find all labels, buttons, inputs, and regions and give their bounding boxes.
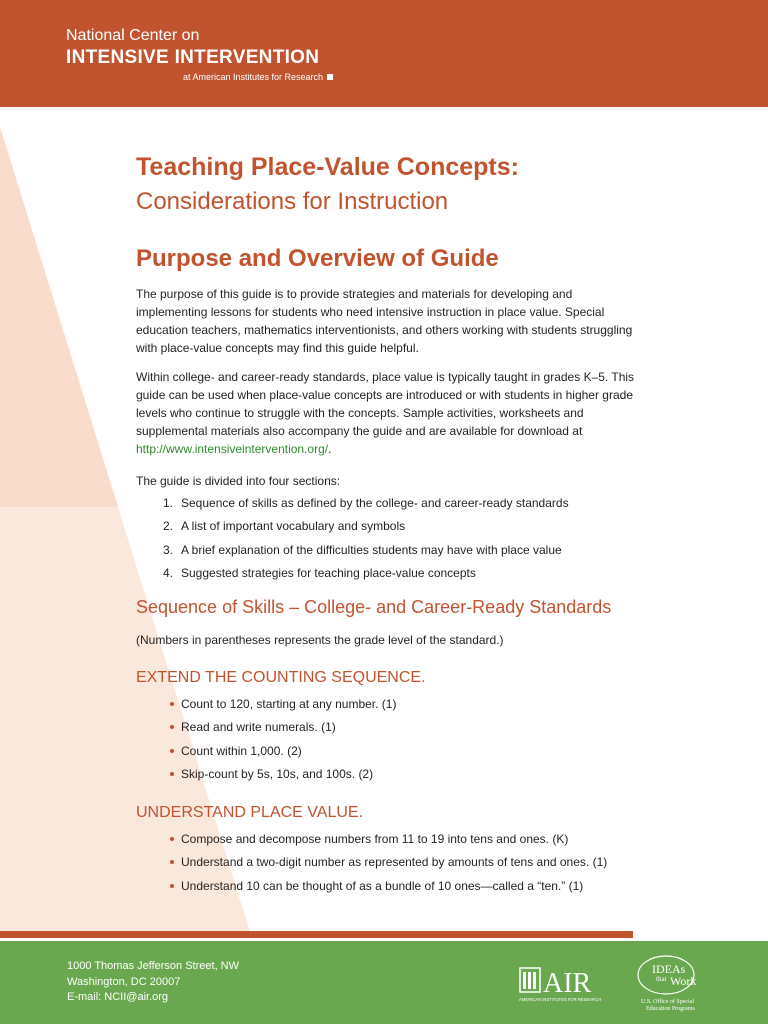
- svg-text:AIR: AIR: [543, 968, 592, 999]
- footer: [0, 941, 768, 1024]
- website-link[interactable]: http://www.intensiveintervention.org/: [136, 442, 329, 456]
- svg-text:Work: Work: [670, 974, 697, 988]
- list-item: 4. Suggested strategies for teaching place-value concepts: [163, 566, 476, 581]
- counting-list: [169, 695, 639, 789]
- list-item: Compose and decompose numbers from 11 to 19 into tens and ones. (K): [169, 830, 639, 853]
- email-address: E-mail: NCII@air.org: [67, 991, 169, 1003]
- list-item: 2. A list of important vocabulary and symbols: [163, 519, 406, 534]
- purpose-paragraph-2: Within college- and career-ready standards, place value is typically taught in grades K–5. This guide can be used when place-value concepts are introduced or with students in higher grade levels who continue to struggle with the concepts. Sample activities, worksheets and supplemental materials also accompany the guide and are available for download at http://www.intensiveintervention.org/.: [136, 370, 635, 456]
- address-line-2: Washington, DC 20007: [67, 975, 181, 988]
- sequence-note: (Numbers in parentheses represents the grade level of the standard.): [136, 633, 504, 647]
- list-item: Understand a two-digit number as represented by amounts of tens and ones. (1): [169, 853, 639, 876]
- section-heading-sequence: Sequence of Skills – College- and Career-Ready Standards: [136, 597, 612, 617]
- section-heading-purpose: Purpose and Overview of Guide: [136, 245, 499, 272]
- list-item: Count to 120, starting at any number. (1): [169, 695, 639, 718]
- svg-text:IDEAs: IDEAs: [652, 962, 686, 976]
- list-item: Understand 10 can be thought of as a bundle of 10 ones—called a “ten.” (1): [169, 877, 639, 900]
- list-item: Read and write numerals. (1): [169, 718, 639, 741]
- sections-intro: The guide is divided into four sections:: [136, 474, 341, 488]
- svg-text:Education Programs: Education Programs: [646, 1006, 695, 1012]
- purpose-paragraph-1: The purpose of this guide is to provide strategies and materials for developing and implementing lessons for students who need intensive instruction in place value. Special education teachers, mathematics interventionists, and others working with students struggling with place-value concepts may find this guide helpful.: [136, 287, 633, 355]
- document-title: Teaching Place-Value Concepts:: [136, 153, 519, 181]
- header-banner: [0, 0, 768, 107]
- square-icon: [327, 74, 333, 80]
- svg-text:that: that: [656, 975, 667, 983]
- ideas-that-work-logo-icon: [636, 953, 706, 1019]
- svg-text:AMERICAN INSTITUTES FOR RESEAR: AMERICAN INSTITUTES FOR RESEARCH: [519, 997, 602, 1002]
- subheading-place-value: UNDERSTAND PLACE VALUE.: [136, 804, 364, 821]
- org-name-line1: National Center on: [66, 27, 200, 44]
- address-line-1: 1000 Thomas Jefferson Street, NW: [67, 960, 240, 972]
- list-item: Skip-count by 5s, 10s, and 100s. (2): [169, 765, 639, 788]
- air-logo-icon: [519, 965, 611, 1005]
- footer-address: [67, 959, 239, 1006]
- list-item: 3. A brief explanation of the difficulties students may have with place value: [163, 542, 562, 557]
- list-item: Count within 1,000. (2): [169, 742, 639, 765]
- svg-text:U.S. Office of Special: U.S. Office of Special: [641, 999, 695, 1005]
- subheading-counting: EXTEND THE COUNTING SEQUENCE.: [136, 669, 426, 686]
- document-subtitle: Considerations for Instruction: [136, 188, 449, 215]
- org-affiliation: at American Institutes for Research: [183, 72, 333, 82]
- org-name-line2: INTENSIVE INTERVENTION: [66, 47, 320, 68]
- place-value-list: [169, 830, 639, 900]
- sections-list: [163, 494, 633, 588]
- list-item: 1. Sequence of skills as defined by the college- and career-ready standards: [163, 496, 569, 510]
- footer-divider: [0, 931, 633, 938]
